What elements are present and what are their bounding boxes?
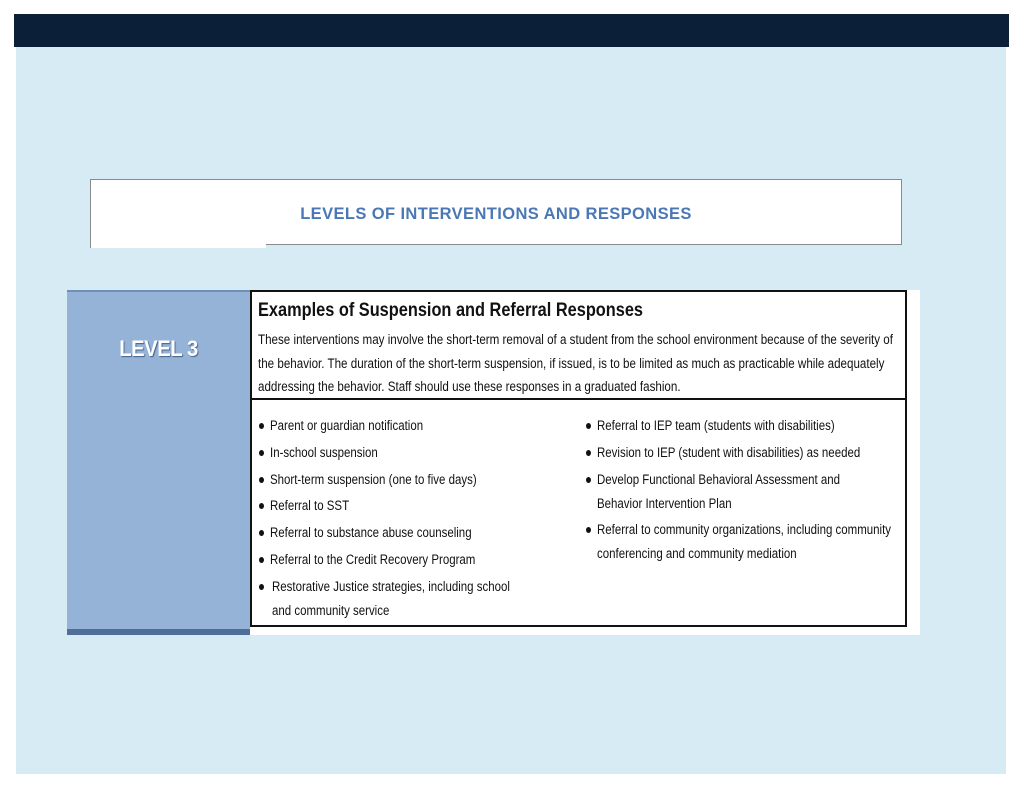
list-item: [259, 468, 589, 492]
list-item-text: Referral to IEP team (students with disabilities): [597, 418, 835, 433]
level-label: LEVEL 3: [119, 336, 198, 361]
title-box-tab: [90, 244, 266, 248]
responses-list-left: [259, 414, 589, 626]
list-item: [259, 414, 589, 438]
level-content: [250, 290, 907, 627]
bullet-icon: [259, 557, 264, 563]
list-item: [586, 468, 916, 516]
list-item: [586, 518, 916, 566]
top-bar: [14, 14, 1009, 47]
bullet-icon: [259, 530, 264, 536]
bullet-icon: [259, 503, 264, 509]
list-item-text: Revision to IEP (student with disabilities) as needed: [597, 444, 861, 460]
level-cell: [67, 290, 250, 635]
list-item-text: In-school suspension: [270, 444, 378, 460]
bullet-icon: [259, 450, 264, 456]
level-description: These interventions may involve the short-term removal of a student from the school environment because of the severity of the behavior. The duration of the short-term suspension, if issued, is to be limited as much as practicable while adequately addressing the behavior. Staff should use these responses in a graduated fashion.: [258, 332, 894, 394]
table-right-margin: [907, 290, 920, 635]
level-table: [67, 290, 920, 635]
list-item: [586, 414, 916, 438]
bullet-icon: [586, 527, 591, 533]
bullet-icon: [586, 423, 591, 429]
list-item-text: Referral to SST: [270, 498, 350, 514]
page-title: LEVELS OF INTERVENTIONS AND RESPONSES: [300, 205, 692, 223]
list-item: [259, 521, 589, 545]
list-item: [586, 441, 916, 465]
responses-list-right: [586, 414, 916, 569]
list-item: [259, 548, 589, 572]
level-header-section: [252, 292, 905, 400]
list-item: [259, 441, 589, 465]
list-item-text: Restorative Justice strategies, including school and community service: [272, 578, 510, 618]
bullet-icon: [586, 450, 591, 456]
responses-list-section: [252, 400, 905, 627]
list-item-text: Short-term suspension (one to five days): [270, 471, 477, 487]
title-box: [90, 179, 902, 245]
list-item-text: Referral to the Credit Recovery Program: [270, 551, 476, 567]
list-item-text: Referral to community organizations, including community conferencing and community mediation: [597, 522, 892, 562]
bullet-icon: [259, 584, 264, 590]
bullet-icon: [586, 477, 591, 483]
bullet-icon: [259, 423, 264, 429]
bullet-icon: [259, 477, 264, 483]
list-item-text: Parent or guardian notification: [270, 418, 424, 433]
level-heading: Examples of Suspension and Referral Responses: [258, 300, 644, 321]
list-item-text: Develop Functional Behavioral Assessment and Behavior Intervention Plan: [597, 471, 841, 511]
list-item-text: Referral to substance abuse counseling: [270, 525, 472, 541]
list-item: [259, 575, 589, 623]
level-cell-strip: [67, 629, 250, 635]
list-item: [259, 494, 589, 518]
